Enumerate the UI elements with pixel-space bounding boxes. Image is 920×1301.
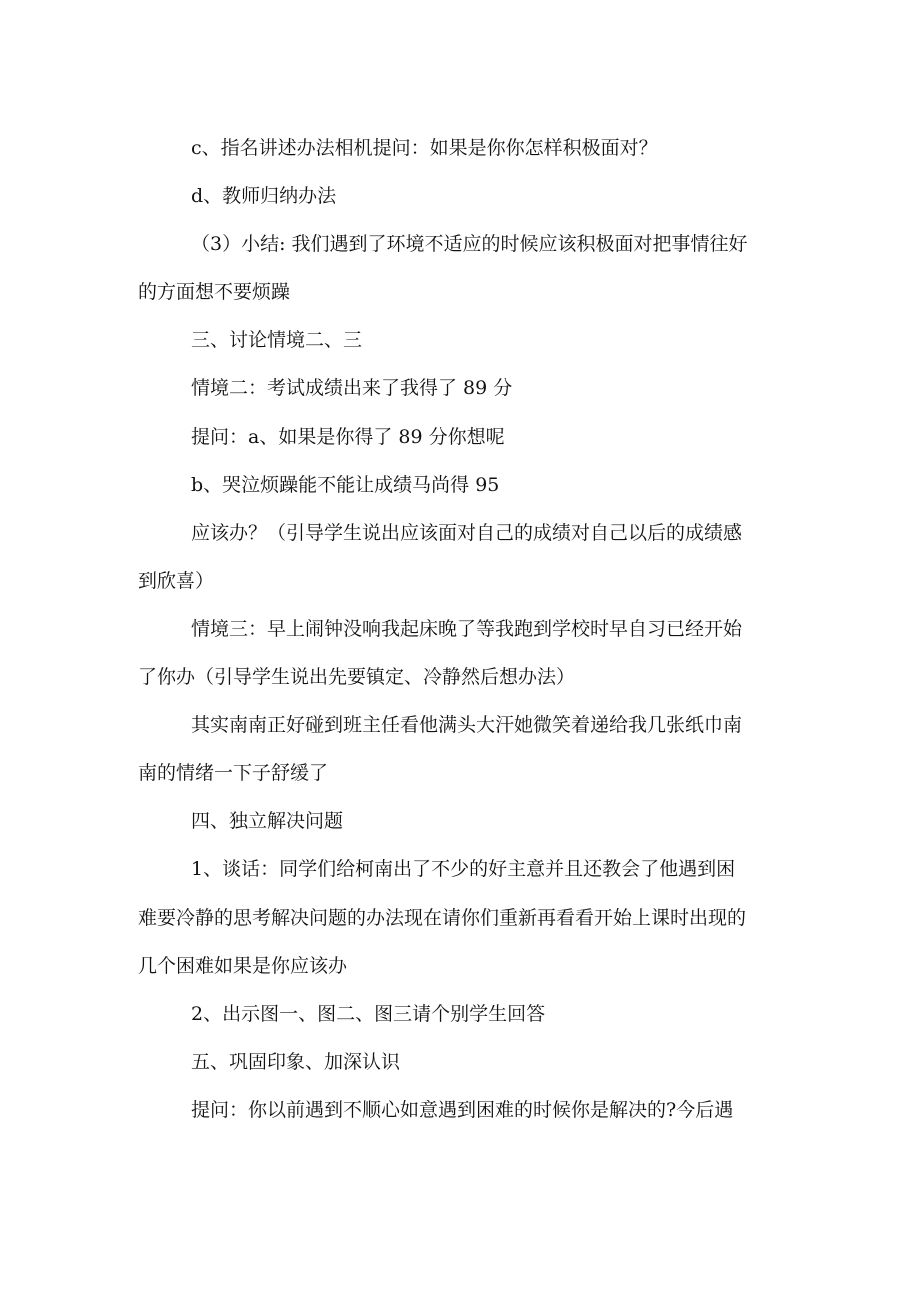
text-line: 的方面想不要烦躁 (138, 281, 291, 304)
document-body (138, 124, 784, 1134)
section-heading: 四、独立解决问题 (191, 810, 344, 833)
text-line: 2、出示图一、图二、图三请个别学生回答 (191, 1002, 546, 1025)
text-line: 提问：a、如果是你得了 89 分你想呢 (191, 425, 505, 448)
text-line: 其实南南正好碰到班主任看他满头大汗她微笑着递给我几张纸巾南 (191, 714, 743, 737)
text-line: b、哭泣烦躁能不能让成绩马尚得 95 (191, 473, 500, 496)
text-line: 几个困难如果是你应该办 (138, 954, 348, 977)
section-heading: 三、讨论情境二、三 (191, 329, 363, 352)
text-line: 情境三：早上闹钟没响我起床晚了等我跑到学校时早自习已经开始 (191, 617, 743, 640)
text-line: c、指名讲述办法相机提问：如果是你你怎样积极面对？ (191, 137, 658, 159)
text-line: 到欣喜） (138, 569, 215, 592)
text-line: （3）小结: 我们遇到了环境不适应的时候应该积极面对把事情往好 (191, 233, 748, 256)
text-line: 南的情绪一下子舒缓了 (138, 762, 329, 785)
text-line: 难要冷静的思考解决问题的办法现在请你们重新再看看开始上课时出现的 (138, 906, 747, 929)
text-line: d、教师归纳办法 (191, 185, 337, 208)
text-line: 1、谈话：同学们给柯南出了不少的好主意并且还教会了他遇到困 (191, 858, 736, 881)
text-line: 应该办？（引导学生说出应该面对自己的成绩对自己以后的成绩感 (191, 521, 743, 544)
text-line: 了你办（引导学生说出先要镇定、冷静然后想办法） (138, 666, 576, 689)
text-line: 情境二：考试成绩出来了我得了 89 分 (191, 377, 513, 400)
text-line: 提问：你以前遇到不顺心如意遇到困难的时候你是解决的?今后遇 (191, 1098, 734, 1121)
section-heading: 五、巩固印象、加深认识 (191, 1050, 401, 1073)
